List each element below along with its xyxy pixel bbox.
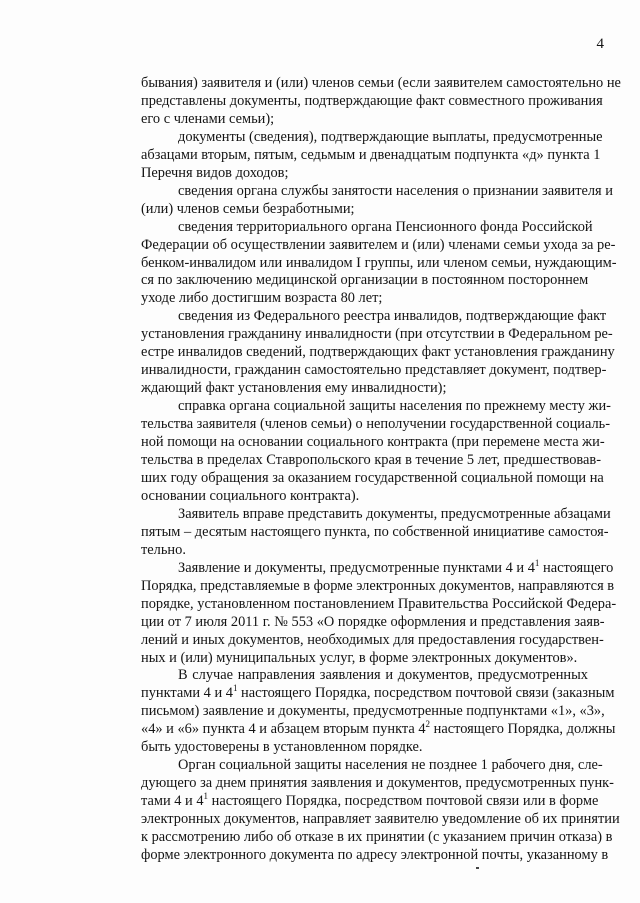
text-line: Заявление и документы, предусмотренные пунктами 4 и $4^1$ настоящего [178,557,614,576]
text-line: документы (сведения), подтверждающие выплаты, предусмотренные [178,128,603,145]
paragraph [104,218,617,309]
text-line: «4» и «6» пункта 4 и абзацем вторым пункта $4^2$ настоящего Порядка, должны [141,719,616,738]
text-line: абзацами вторым, пятым, седьмым и двенадцатым подпункта «д» пункта 1 [141,146,601,163]
superscript: 1 [534,557,540,568]
text-line: ших году обращения за оказанием государственной социальной помощи на [141,469,604,486]
text-line: пятым – десятым настоящего пункта, по собственной инициативе самостоя- [141,523,609,540]
paragraph [104,128,603,183]
page-number: 4 [596,36,604,52]
superscript: 1 [232,683,238,694]
text-line: сведения территориального органа Пенсионного фонда Российской [178,218,593,235]
paragraph [104,75,621,129]
paragraph [104,182,613,219]
paragraph [104,505,611,560]
text-line: представлены документы, подтверждающие факт совместного проживания [141,92,603,109]
text-line: к рассмотрению либо об отказе в их принятии (с указанием причин отказа) в [141,829,613,846]
paragraph [104,667,616,757]
text-line: тами 4 и $4^1$ настоящего Порядка, посредством почтовой связи или в форме [141,791,599,810]
text-line: ции от 7 июля 2011 г. № 553 «О порядке оформления и представления заяв- [141,613,605,630]
text-line: (или) членов семьи безработными; [141,200,355,217]
text-line: электронных документов, направляет заявителю уведомление об их принятии [141,811,620,828]
text-line: порядке, установленном постановлением Правительства Российской Федера- [141,595,617,612]
text-line: бенком-инвалидом или инвалидом I группы, или членом семьи, нуждающим- [141,254,617,271]
paragraph [104,757,620,865]
superscript: 1 [203,791,209,802]
text-line: лений и иных документов, необходимых для предоставления государствен- [141,631,604,648]
text-line: справка органа социальной защиты населения по прежнему месту жи- [178,398,611,415]
text-line: основании социального контракта). [141,487,360,504]
text-line: В случае направления заявления и документов, предусмотренных [178,667,588,684]
text-line: ждающий факт установления ему инвалидности); [141,380,447,397]
superscript: 2 [425,719,431,730]
text-line: дующего за днем принятия заявления и документов, предусмотренных пунк- [141,775,614,792]
paragraph [104,398,611,506]
text-line: ных и (или) муниципальных услуг, в форме электронных документов». [141,649,578,666]
text-line: тельно. [141,541,186,558]
text-line: Порядка, представляемые в форме электронных документов, направляются в [141,577,615,594]
text-line: ной помощи на основании социального контракта (при перемене места жи- [141,434,605,451]
paragraph [104,557,617,668]
text-line: установления гражданину инвалидности (при отсутствии в Федеральном ре- [141,326,613,343]
text-line: тельства заявителя (членов семьи) о неполучении государственной социаль- [141,416,611,433]
text-line: пунктами 4 и $4^1$ настоящего Порядка, посредством почтовой связи (заказным [141,683,615,702]
text-line: быть удостоверены в установленном порядке. [141,739,423,756]
text-line: Заявитель вправе представить документы, предусмотренные абзацами [178,505,611,522]
text-line: бывания) заявителя и (или) членов семьи (если заявителем самостоятельно не [141,75,621,91]
text-line: его с членами семьи); [141,110,275,127]
text-line: сведения из Федерального реестра инвалидов, подтверждающие факт [178,308,607,325]
text-line: письмом) заявление и документы, предусмотренные подпунктами «1», «3», [141,703,605,720]
text-line: уходе либо достигшим возраста 80 лет; [141,290,383,307]
text-line: Федерации об осуществлении заявителем и (или) членами семьи ухода за ре- [141,236,616,253]
text-line: естре инвалидов сведений, подтверждающих факт установления гражданину [141,344,615,361]
paragraph [104,308,615,398]
text-line: форме электронного документа по адресу электронной почты, указанному в [141,846,609,863]
text-line: инвалидности, гражданин самостоятельно представляет документ, подтвер- [141,362,607,379]
text-line: тельства в пределах Ставропольского края в течение 5 лет, предшествовав- [141,452,601,469]
text-line: Перечня видов доходов; [141,164,289,181]
scan-mark [476,867,479,869]
text-line: сведения органа службы занятости населения о признании заявителя и [178,182,613,199]
document-body [104,75,621,865]
text-line: Орган социальной защиты населения не позднее 1 рабочего дня, сле- [178,757,603,774]
text-line: ся по заключению медицинской организации в постоянном постороннем [141,272,589,289]
